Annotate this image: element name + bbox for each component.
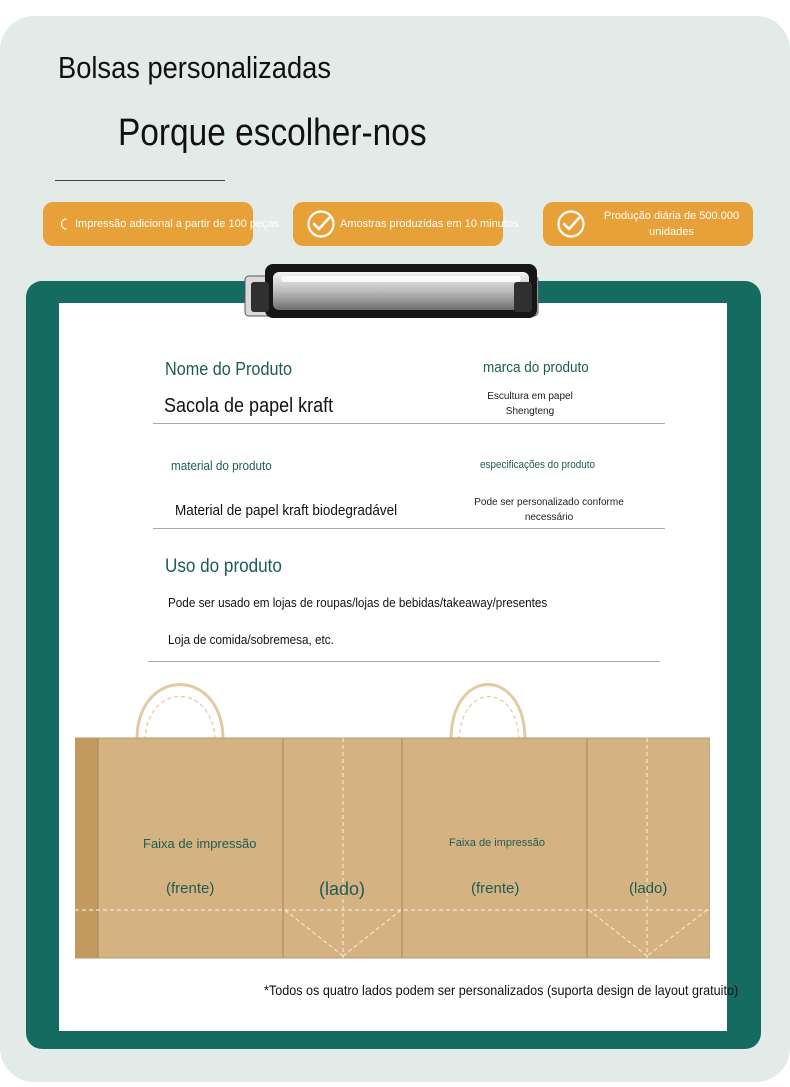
row-divider	[148, 661, 660, 662]
product-name-value: Sacola de papel kraft	[164, 395, 334, 417]
page-title: Bolsas personalizadas	[58, 50, 331, 85]
product-material-label: material do produto	[171, 458, 272, 473]
feature-badge-samples	[293, 202, 519, 246]
feature-badge-reprint	[43, 202, 280, 246]
title-divider	[55, 180, 225, 181]
product-spec-value	[460, 495, 638, 525]
row-divider	[153, 528, 665, 529]
feature-badge-production	[543, 202, 753, 246]
page-subtitle: Porque escolher-nos	[118, 112, 427, 154]
product-brand-value-line1: Escultura em papel	[487, 391, 573, 402]
row-divider	[153, 423, 665, 424]
clipboard-clip-icon	[243, 262, 540, 320]
product-usage-line2: Loja de comida/sobremesa, etc.	[168, 632, 334, 647]
product-spec-label: especificações do produto	[480, 459, 596, 471]
bag-left-print-band-label: Faixa de impressão	[143, 836, 257, 851]
kraft-bag-illustration	[75, 670, 710, 962]
feature-badge-label: Amostras produzidas em 10 minutos	[340, 218, 519, 230]
feature-badge-label	[590, 208, 753, 240]
bag-right-side-label: (lado)	[629, 880, 668, 897]
check-circle-icon	[556, 209, 586, 239]
bag-right-front-label: (frente)	[471, 880, 520, 897]
customization-footnote: *Todos os quatro lados podem ser personalizados (suporta design de layout gratuito)	[264, 982, 739, 998]
feature-badge-label-line2: unidades	[649, 226, 694, 238]
feature-badge-label-line1: Produção diária de 500.000	[603, 210, 740, 222]
check-circle-icon	[306, 209, 336, 239]
check-circle-icon	[61, 209, 75, 239]
bag-left-side-label: (lado)	[319, 879, 366, 899]
product-spec-value-line2: necessário	[524, 512, 574, 523]
product-usage-label: Uso do produto	[165, 556, 282, 577]
product-brand-value-line2: Shengteng	[505, 406, 555, 417]
bag-right-print-band-label: Faixa de impressão	[449, 837, 545, 849]
product-usage-line1: Pode ser usado em lojas de roupas/lojas de bebidas/takeaway/presentes	[168, 595, 548, 610]
product-brand-value	[460, 389, 600, 419]
feature-badge-label: Impressão adicional a partir de 100 peças	[75, 218, 280, 230]
product-spec-value-line1: Pode ser personalizado conforme	[474, 497, 624, 508]
product-name-label: Nome do Produto	[165, 359, 292, 379]
product-brand-label: marca do produto	[483, 359, 589, 376]
product-material-value: Material de papel kraft biodegradável	[175, 502, 398, 519]
bag-left-front-label: (frente)	[166, 880, 215, 897]
